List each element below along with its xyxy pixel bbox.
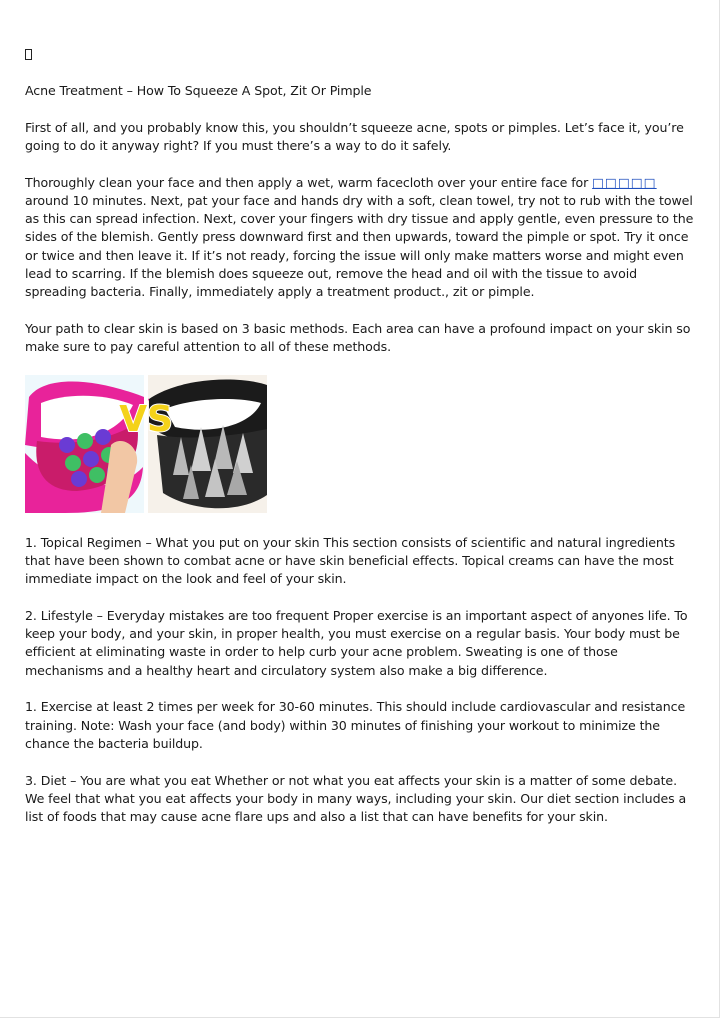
- article-title: Acne Treatment – How To Squeeze A Spot, Zit Or Pimple: [25, 83, 372, 98]
- bubble: [95, 429, 111, 445]
- missing-glyph-icon: [25, 49, 32, 60]
- vs-label: VS: [119, 398, 173, 440]
- paragraph-instructions: [25, 174, 697, 301]
- paragraph-lifestyle: 2. Lifestyle – Everyday mistakes are too frequent Proper exercise is an important aspect of anyones life. To keep your body, and your skin, in proper health, you must exercise on a regular basis. Your body must be efficient at eliminating waste in order to help curb your acne problem. Sweating is one of those mechanisms and a healthy heart and circulatory system also make a big difference.: [25, 608, 688, 678]
- bubble: [71, 471, 87, 487]
- paragraph-methods: Your path to clear skin is based on 3 basic methods. Each area can have a profound impact on your skin so make sure to pay careful attention to all of these methods.: [25, 320, 691, 355]
- bubble: [77, 433, 93, 449]
- paragraph-exercise: 1. Exercise at least 2 times per week for 30-60 minutes. This should include cardiovascular and resistance training. Note: Wash your face (and body) within 30 minutes of finishing your workout to minimize the chance the bacteria buildup.: [25, 699, 686, 751]
- paragraph-instructions-end: around 10 minutes. Next, pat your face and hands dry with a soft, clean towel, try not to rub with the towel as this can spread infection. Next, cover your fingers with dry tissue and apply gentle, even pressure to the sides of the blemish. Gently press downward first and then upwards, toward the pimple or spot. Try it once or twice and then leave it. If it’s not ready, forcing the issue will only make matters worse and might even lead to scarring. If the blemish does squeeze out, remove the head and oil with the tissue to avoid spreading bacteria. Finally, immediately apply a treatment product., zit or pimple.: [25, 193, 694, 300]
- bubble: [89, 467, 105, 483]
- bubble: [65, 455, 81, 471]
- lips-vs-illustration: [25, 375, 267, 513]
- lips-vs-image: [25, 375, 267, 513]
- panel-divider: [144, 375, 148, 513]
- paragraph-diet: 3. Diet – You are what you eat Whether or not what you eat affects your skin is a matter of some debate. We feel that what you eat affects your body in many ways, including your skin. Our diet section includes a list of foods that may cause acne flare ups and also a list that can have benefits for your skin.: [25, 772, 687, 825]
- bubble: [59, 437, 75, 453]
- paragraph-intro: First of all, and you probably know this, you shouldn’t squeeze acne, spots or pimples. Let’s face it, you’re going to do it anyway right? If you must there’s a way to do it safely.: [25, 119, 684, 153]
- bubble: [83, 451, 99, 467]
- paragraph-topical: 1. Topical Regimen – What you put on your skin This section consists of scientific and natural ingredients that have been shown to combat acne or have skin beneficial effects. Topical creams can have the most immediate impact on the look and feel of your skin.: [25, 534, 676, 587]
- article-content: [25, 46, 697, 845]
- inline-link[interactable]: □□□□□: [592, 174, 657, 190]
- paragraph-instructions-start: Thoroughly clean your face and then apply a wet, warm facecloth over your entire face for: [25, 174, 593, 190]
- missing-glyph-row: [25, 46, 697, 64]
